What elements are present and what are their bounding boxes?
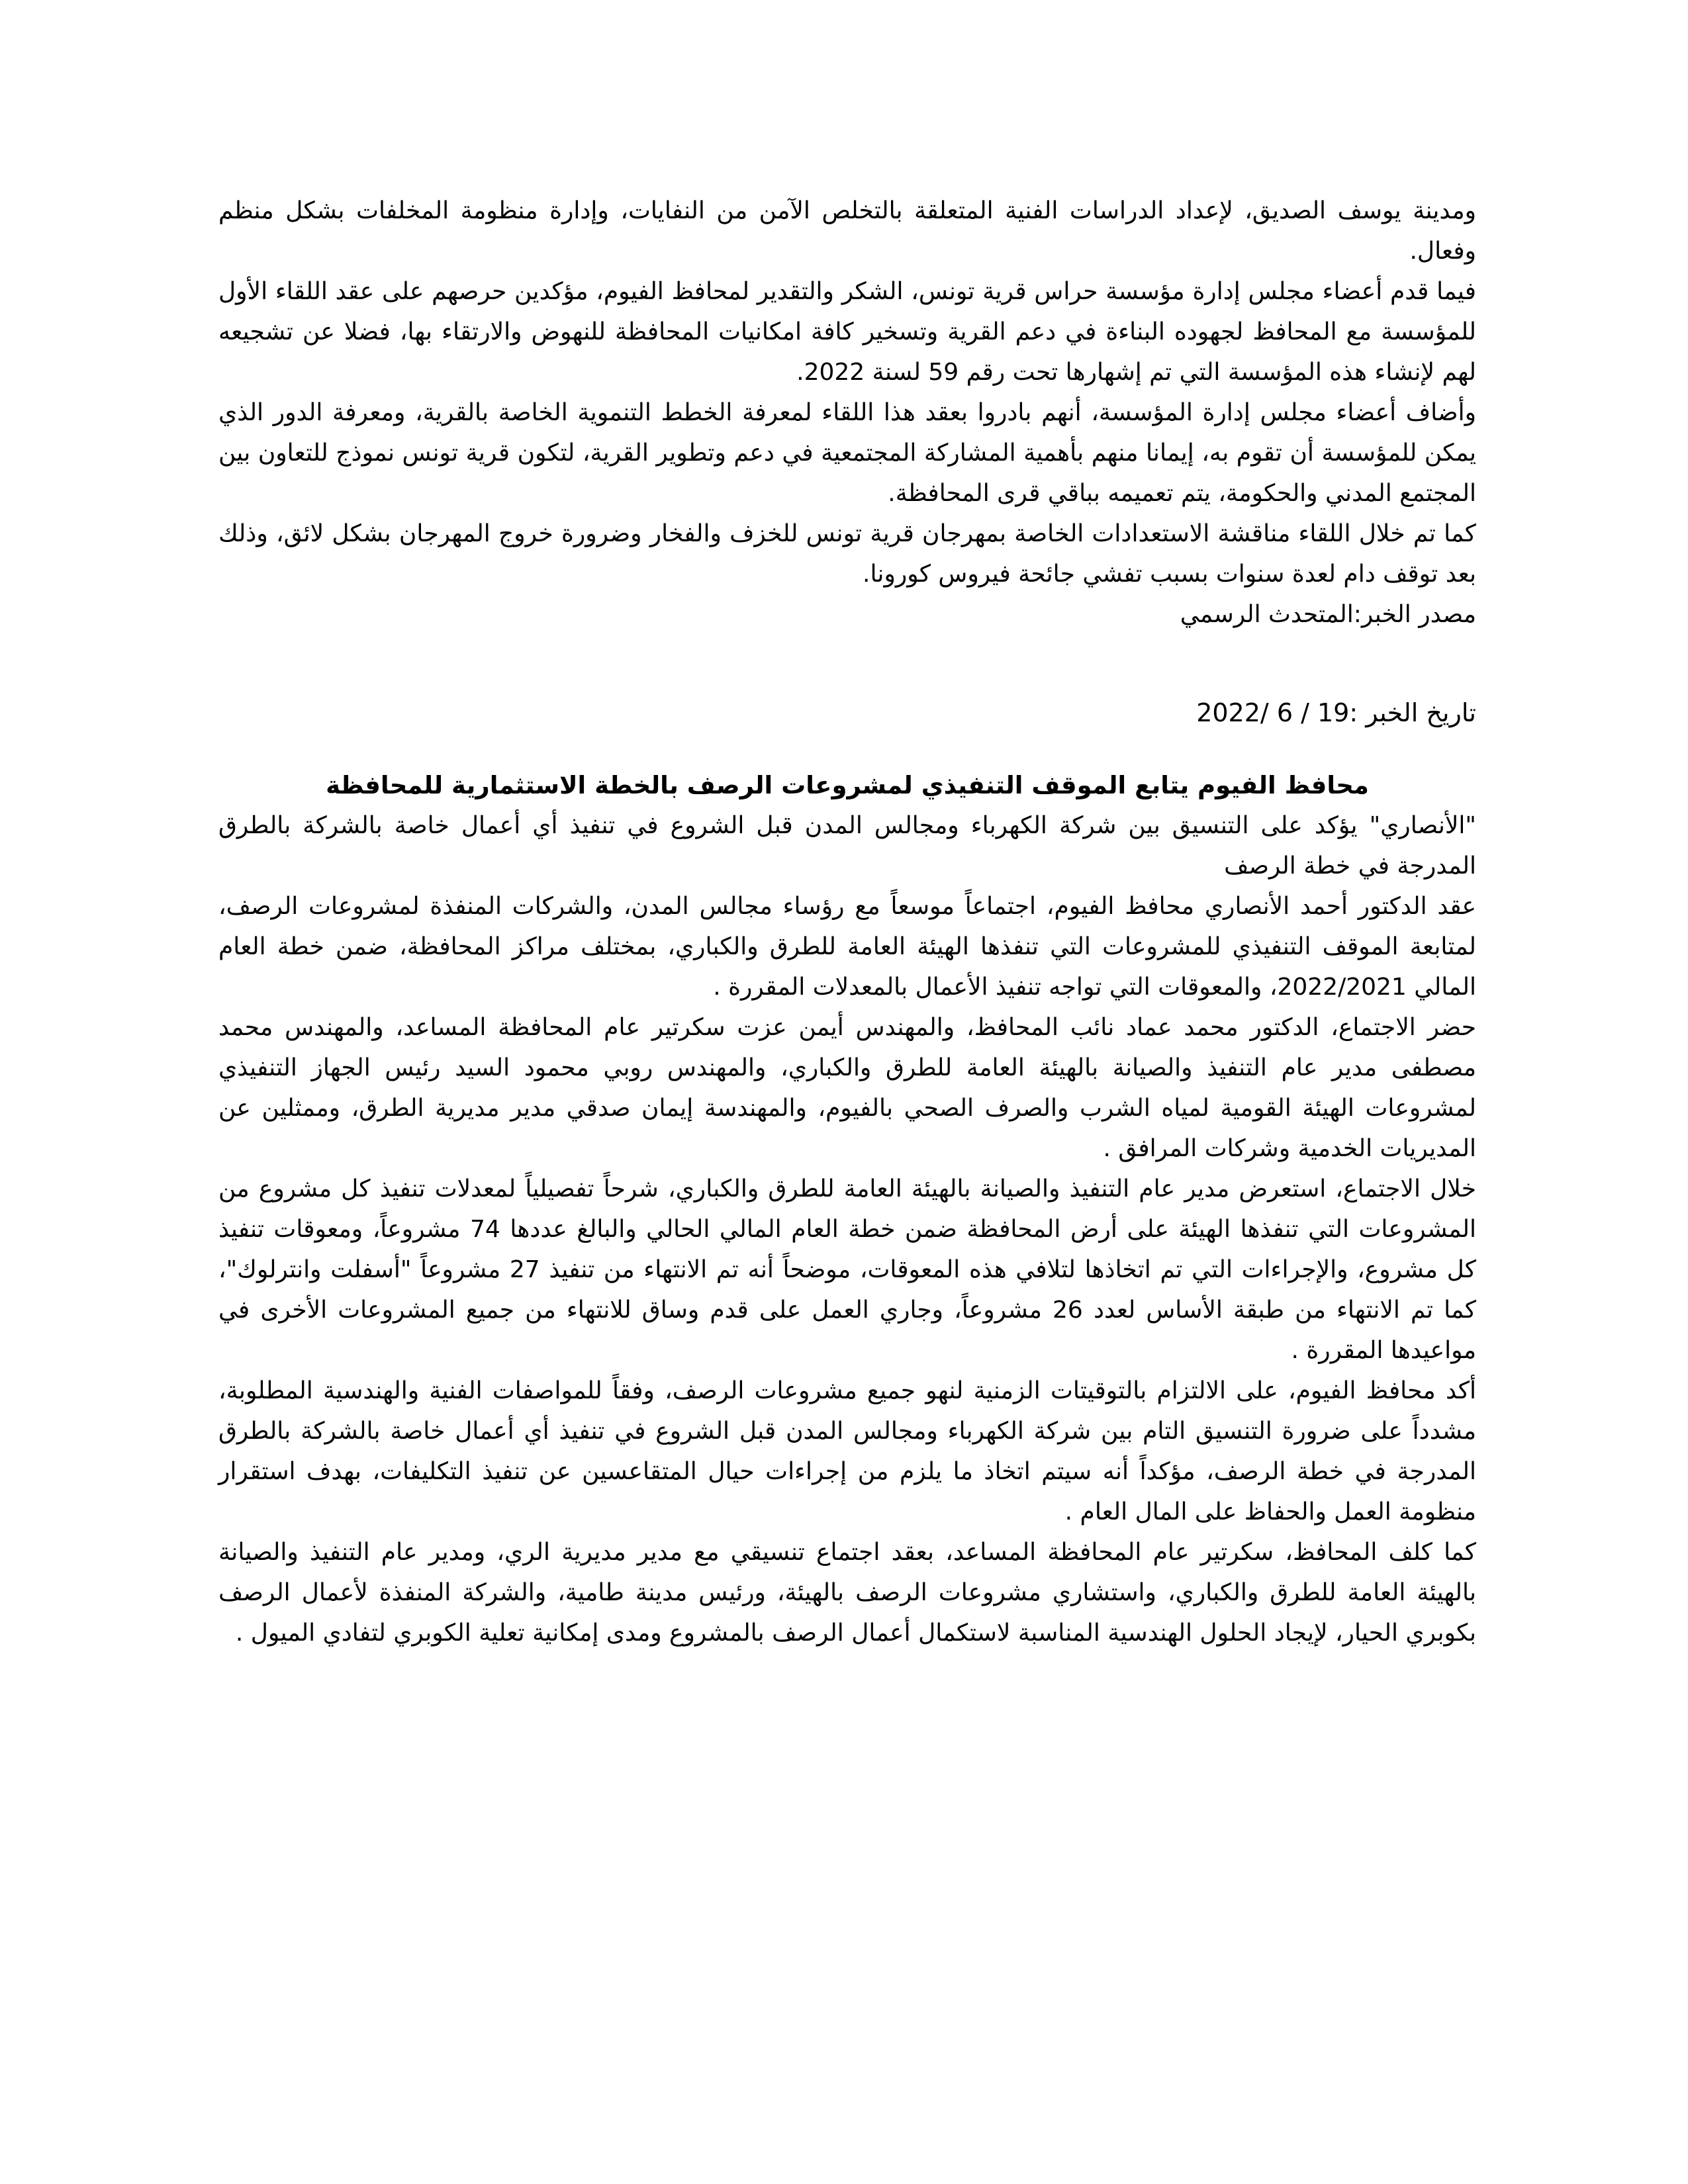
article-paragraph-2: فيما قدم أعضاء مجلس إدارة مؤسسة حراس قرية تونس، الشكر والتقدير لمحافظ الفيوم، مؤكدين حرصهم على عقد اللقاء الأول للمؤسسة مع المحافظ لجهوده البناءة في دعم القرية وتسخير كافة امكانيات المحافظة للنهوض والارتقاء بها، فضلا عن تشجيعه لهم لإنشاء هذه المؤسسة التي تم إشهارها تحت رقم 59 لسنة 2022. (218, 278, 1476, 386)
section-gap (218, 733, 1476, 765)
news-paragraph-1: عقد الدكتور أحمد الأنصاري محافظ الفيوم، اجتماعاً موسعاً مع رؤساء مجالس المدن، والشركات المنفذة لمشروعات الرصف، لمتابعة الموقف التنفيذي للمشروعات التي تنفذها الهيئة العامة للطرق والكباري، بمختلف مراكز المحافظة، ضمن خطة العام المالي 2022/2021، والمعوقات التي تواجه تنفيذ الأعمال بالمعدلات المقررة . (218, 893, 1476, 1001)
news-headline: محافظ الفيوم يتابع الموقف التنفيذي لمشروعات الرصف بالخطة الاستثمارية للمحافظة (326, 771, 1369, 799)
news-source: مصدر الخبر:المتحدث الرسمي (1180, 601, 1476, 628)
section-gap (218, 635, 1476, 693)
news-date: تاريخ الخبر :19 / 6 /2022 (1196, 698, 1476, 727)
news-paragraph-5: كما كلف المحافظ، سكرتير عام المحافظة المساعد، بعقد اجتماع تنسيقي مع مدير مديرية الري، ومدير عام التنفيذ والصيانة بالهيئة العامة للطرق والكباري، واستشاري مشروعات الرصف بالهيئة، ورئيس مدينة طامية، والشركة المنفذة لأعمال الرصف بكوبري الحيار، لإيجاد الحلول الهندسية المناسبة لاستكمال أعمال الرصف بالمشروع ومدى إمكانية تعلية الكوبري لتفادي الميول . (218, 1539, 1476, 1647)
news-paragraph-4: أكد محافظ الفيوم، على الالتزام بالتوقيتات الزمنية لنهو جميع مشروعات الرصف، وفقاً للمواصفات الفنية والهندسية المطلوبة، مشدداً على ضرورة التنسيق التام بين شركة الكهرباء ومجالس المدن قبل الشروع في تنفيذ أي أعمال خاصة بالشركة بالطرق المدرجة في خطة الرصف، مؤكداً أنه سيتم اتخاذ ما يلزم من إجراءات حيال المتقاعسين عن تنفيذ التكليفات، بهدف استقرار منظومة العمل والحفاظ على المال العام . (218, 1377, 1476, 1525)
news-paragraph-2: حضر الاجتماع، الدكتور محمد عماد نائب المحافظ، والمهندس أيمن عزت سكرتير عام المحافظة المساعد، والمهندس محمد مصطفى مدير عام التنفيذ والصيانة بالهيئة العامة للطرق والكباري، والمهندس روبي محمود السيد رئيس الجهاز التنفيذي لمشروعات الهيئة القومية لمياه الشرب والصرف الصحي بالفيوم، والمهندسة إيمان صدقي مدير مديرية الطرق، وممثلين عن المديريات الخدمية وشركات المرافق . (218, 1014, 1476, 1162)
news-paragraph-3: خلال الاجتماع، استعرض مدير عام التنفيذ والصيانة بالهيئة العامة للطرق والكباري، شرحاً تفصيلياً لمعدلات تنفيذ كل مشروع من المشروعات التي تنفذها الهيئة على أرض المحافظة ضمن خطة العام المالي الحالي والبالغ عددها 74 مشروعاً، ومعوقات تنفيذ كل مشروع، والإجراءات التي تم اتخاذها لتلافي هذه المعوقات، موضحاً أنه تم الانتهاء من تنفيذ 27 مشروعاً "أسفلت وانترلوك"، كما تم الانتهاء من طبقة الأساس لعدد 26 مشروعاً، وجاري العمل على قدم وساق للانتهاء من جميع المشروعات الأخرى في مواعيدها المقررة . (218, 1175, 1477, 1364)
article-paragraph-3: وأضاف أعضاء مجلس إدارة المؤسسة، أنهم بادروا بعقد هذا اللقاء لمعرفة الخطط التنموية الخاصة بالقرية، ومعرفة الدور الذي يمكن للمؤسسة أن تقوم به، إيمانا منهم بأهمية المشاركة المجتمعية في دعم وتطوير القرية، لتكون قرية تونس نموذج للتعاون بين المجتمع المدني والحكومة، يتم تعميمه بباقي قرى المحافظة. (218, 399, 1476, 507)
document-body (218, 191, 1476, 1653)
article-paragraph-4: كما تم خلال اللقاء مناقشة الاستعدادات الخاصة بمهرجان قرية تونس للخزف والفخار وضرورة خروج المهرجان بشكل لائق، وذلك بعد توقف دام لعدة سنوات بسبب تفشي جائحة فيروس كورونا. (218, 520, 1476, 588)
news-subheadline: "الأنصاري" يؤكد على التنسيق بين شركة الكهرباء ومجالس المدن قبل الشروع في تنفيذ أي أعمال خاصة بالشركة بالطرق المدرجة في خطة الرصف (218, 812, 1476, 880)
article-paragraph-1: ومدينة يوسف الصديق، لإعداد الدراسات الفنية المتعلقة بالتخلص الآمن من النفايات، وإدارة منظومة المخلفات بشكل منظم وفعال. (218, 197, 1476, 265)
